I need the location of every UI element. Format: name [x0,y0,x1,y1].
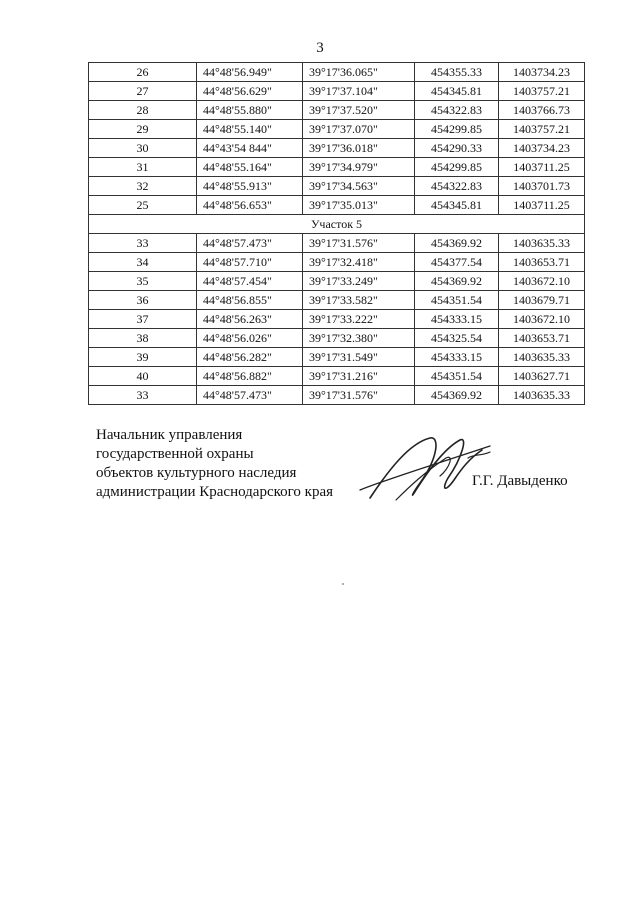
point-number-cell: 33 [89,234,197,253]
table-row [89,310,585,329]
latitude-cell: 44°48'55.140" [197,120,303,139]
longitude-cell: 39°17'37.104" [303,82,415,101]
longitude-cell: 39°17'31.216" [303,367,415,386]
longitude-cell: 39°17'37.070" [303,120,415,139]
x-coordinate-cell: 454377.54 [415,253,499,272]
point-number-cell: 31 [89,158,197,177]
signatory-name: Г.Г. Давыденко [472,473,568,489]
latitude-cell: 44°48'56.263" [197,310,303,329]
longitude-cell: 39°17'31.549" [303,348,415,367]
y-coordinate-cell: 1403679.71 [499,291,585,310]
point-number-cell: 30 [89,139,197,158]
page-number: 3 [316,40,324,56]
latitude-cell: 44°48'56.653" [197,196,303,215]
longitude-cell: 39°17'34.979" [303,158,415,177]
latitude-cell: 44°48'55.164" [197,158,303,177]
x-coordinate-cell: 454333.15 [415,348,499,367]
point-number-cell: 26 [89,63,197,82]
latitude-cell: 44°48'57.473" [197,386,303,405]
latitude-cell: 44°48'56.282" [197,348,303,367]
longitude-cell: 39°17'33.582" [303,291,415,310]
y-coordinate-cell: 1403672.10 [499,310,585,329]
longitude-cell: 39°17'35.013" [303,196,415,215]
table-row [89,196,585,215]
table-row [89,120,585,139]
table-row [89,329,585,348]
latitude-cell: 44°48'55.880" [197,101,303,120]
latitude-cell: 44°48'56.026" [197,329,303,348]
x-coordinate-cell: 454333.15 [415,310,499,329]
longitude-cell: 39°17'32.418" [303,253,415,272]
table-body-part1 [89,63,585,215]
point-number-cell: 39 [89,348,197,367]
position-line-2: государственной охраны [96,446,254,462]
x-coordinate-cell: 454369.92 [415,386,499,405]
latitude-cell: 44°48'56.629" [197,82,303,101]
x-coordinate-cell: 454351.54 [415,291,499,310]
y-coordinate-cell: 1403635.33 [499,234,585,253]
scan-speck [342,583,344,585]
y-coordinate-cell: 1403635.33 [499,348,585,367]
longitude-cell: 39°17'33.222" [303,310,415,329]
x-coordinate-cell: 454355.33 [415,63,499,82]
signatory-position [96,426,333,502]
point-number-cell: 25 [89,196,197,215]
coordinates-table [88,62,585,405]
table-row [89,386,585,405]
y-coordinate-cell: 1403635.33 [499,386,585,405]
y-coordinate-cell: 1403711.25 [499,196,585,215]
position-line-4: администрации Краснодарского края [96,484,334,500]
table-section-row [89,215,585,234]
longitude-cell: 39°17'32.380" [303,329,415,348]
y-coordinate-cell: 1403701.73 [499,177,585,196]
table-row [89,177,585,196]
latitude-cell: 44°48'57.454" [197,272,303,291]
y-coordinate-cell: 1403711.25 [499,158,585,177]
latitude-cell: 44°48'57.473" [197,234,303,253]
latitude-cell: 44°48'56.882" [197,367,303,386]
table-row [89,367,585,386]
latitude-cell: 44°48'56.949" [197,63,303,82]
x-coordinate-cell: 454369.92 [415,234,499,253]
handwritten-signature [350,428,500,508]
y-coordinate-cell: 1403627.71 [499,367,585,386]
table-row [89,82,585,101]
latitude-cell: 44°43'54 844" [197,139,303,158]
x-coordinate-cell: 454325.54 [415,329,499,348]
x-coordinate-cell: 454345.81 [415,196,499,215]
table-row [89,291,585,310]
table-row [89,158,585,177]
point-number-cell: 35 [89,272,197,291]
table-row [89,234,585,253]
position-line-3: объектов культурного наследия [96,465,297,481]
y-coordinate-cell: 1403653.71 [499,329,585,348]
table-row [89,139,585,158]
y-coordinate-cell: 1403757.21 [499,120,585,139]
longitude-cell: 39°17'31.576" [303,386,415,405]
longitude-cell: 39°17'33.249" [303,272,415,291]
latitude-cell: 44°48'56.855" [197,291,303,310]
section-label: Участок 5 [89,215,585,234]
table-body-part2 [89,234,585,405]
point-number-cell: 27 [89,82,197,101]
latitude-cell: 44°48'57.710" [197,253,303,272]
point-number-cell: 36 [89,291,197,310]
latitude-cell: 44°48'55.913" [197,177,303,196]
longitude-cell: 39°17'36.065" [303,63,415,82]
x-coordinate-cell: 454322.83 [415,101,499,120]
x-coordinate-cell: 454322.83 [415,177,499,196]
longitude-cell: 39°17'34.563" [303,177,415,196]
point-number-cell: 32 [89,177,197,196]
longitude-cell: 39°17'31.576" [303,234,415,253]
point-number-cell: 37 [89,310,197,329]
longitude-cell: 39°17'37.520" [303,101,415,120]
y-coordinate-cell: 1403757.21 [499,82,585,101]
y-coordinate-cell: 1403672.10 [499,272,585,291]
y-coordinate-cell: 1403734.23 [499,139,585,158]
point-number-cell: 33 [89,386,197,405]
x-coordinate-cell: 454345.81 [415,82,499,101]
point-number-cell: 38 [89,329,197,348]
y-coordinate-cell: 1403734.23 [499,63,585,82]
table-row [89,348,585,367]
table-row [89,253,585,272]
point-number-cell: 28 [89,101,197,120]
point-number-cell: 34 [89,253,197,272]
x-coordinate-cell: 454299.85 [415,120,499,139]
table-row [89,101,585,120]
x-coordinate-cell: 454290.33 [415,139,499,158]
longitude-cell: 39°17'36.018" [303,139,415,158]
y-coordinate-cell: 1403653.71 [499,253,585,272]
x-coordinate-cell: 454299.85 [415,158,499,177]
y-coordinate-cell: 1403766.73 [499,101,585,120]
table-row [89,63,585,82]
table-row [89,272,585,291]
point-number-cell: 40 [89,367,197,386]
x-coordinate-cell: 454369.92 [415,272,499,291]
position-line-1: Начальник управления [96,427,243,443]
x-coordinate-cell: 454351.54 [415,367,499,386]
point-number-cell: 29 [89,120,197,139]
